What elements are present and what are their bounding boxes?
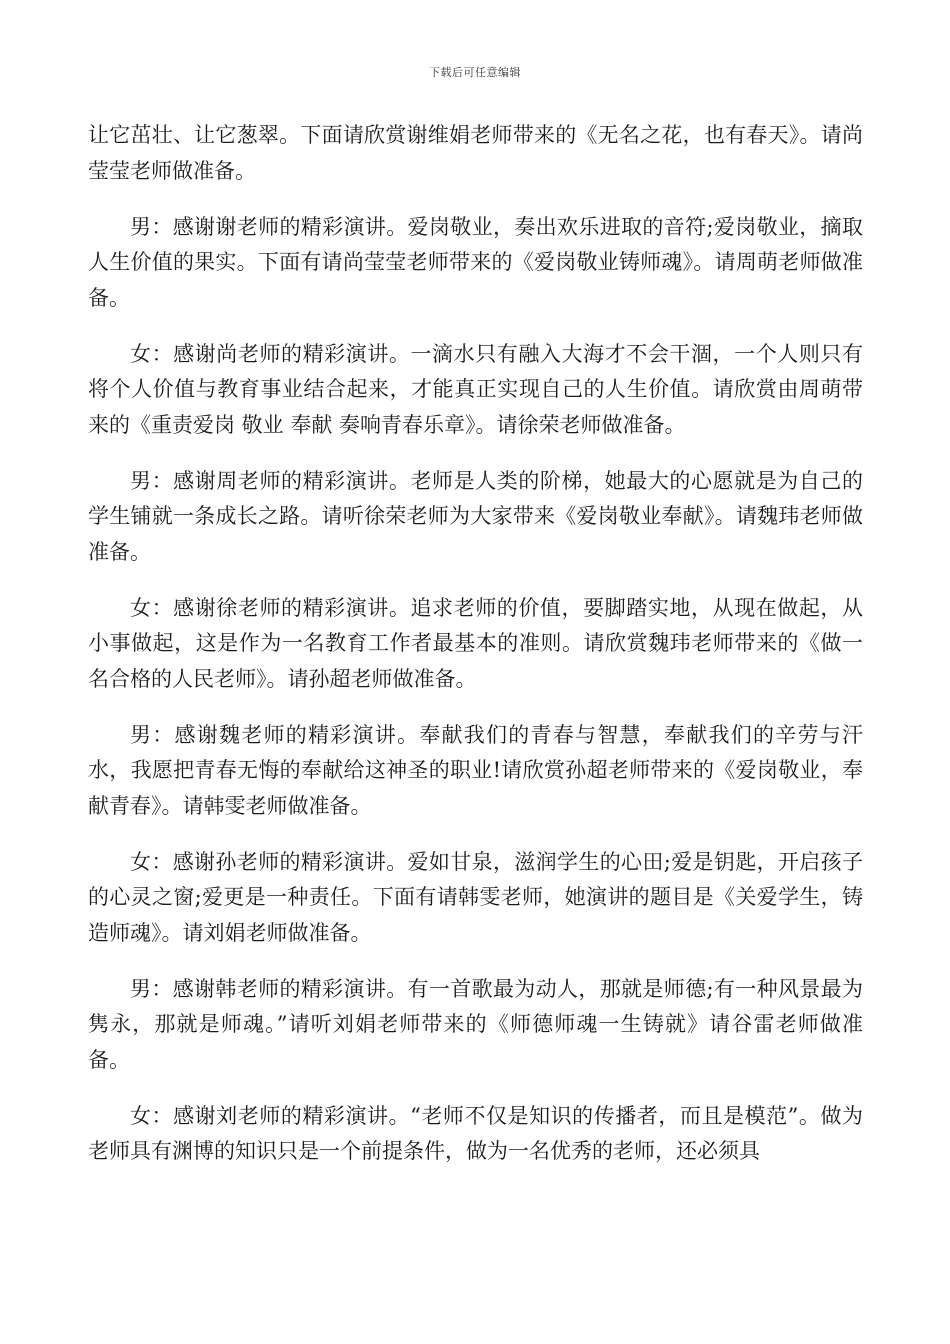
paragraph: 女：感谢徐老师的精彩演讲。追求老师的价值，要脚踏实地，从现在做起，从小事做起，这是作为一名教育工作者最基本的准则。请欣赏魏玮老师带来的《做一名合格的人民老师》。请孙超老师做准备。	[88, 595, 863, 691]
paragraph: 男：感谢周老师的精彩演讲。老师是人类的阶梯，她最大的心愿就是为自己的学生铺就一条成长之路。请听徐荣老师为大家带来《爱岗敬业奉献》。请魏玮老师做准备。	[88, 468, 863, 564]
paragraph: 男：感谢魏老师的精彩演讲。奉献我们的青春与智慧，奉献我们的辛劳与汗水，我愿把青春无悔的奉献给这神圣的职业!请欣赏孙超老师带来的《爱岗敬业，奉献青春》。请韩雯老师做准备。	[88, 722, 863, 818]
document-body	[88, 118, 863, 1170]
paragraph: 女：感谢尚老师的精彩演讲。一滴水只有融入大海才不会干涸，一个人则只有将个人价值与教育事业结合起来，才能真正实现自己的人生价值。请欣赏由周萌带来的《重责爱岗 敬业 奉献 奏响青春乐章》。请徐荣老师做准备。	[88, 341, 863, 437]
paragraph: 男：感谢谢老师的精彩演讲。爱岗敬业，奏出欢乐进取的音符;爱岗敬业，摘取人生价值的果实。下面有请尚莹莹老师带来的《爱岗敬业铸师魂》。请周萌老师做准备。	[88, 214, 863, 310]
paragraph: 女：感谢刘老师的精彩演讲。“老师不仅是知识的传播者，而且是模范”。做为老师具有渊博的知识只是一个前提条件，做为一名优秀的老师，还必须具	[88, 1103, 863, 1163]
page-header: 下载后可任意编辑	[429, 66, 521, 79]
paragraph: 男：感谢韩老师的精彩演讲。有一首歌最为动人，那就是师德;有一种风景最为隽永，那就是师魂。”请听刘娟老师带来的《师德师魂一生铸就》请谷雷老师做准备。	[88, 976, 863, 1072]
paragraph: 让它茁壮、让它葱翠。下面请欣赏谢维娟老师带来的《无名之花，也有春天》。请尚莹莹老师做准备。	[88, 123, 863, 183]
paragraph: 女：感谢孙老师的精彩演讲。爱如甘泉，滋润学生的心田;爱是钥匙，开启孩子的心灵之窗;爱更是一种责任。下面有请韩雯老师，她演讲的题目是《关爱学生，铸造师魂》。请刘娟老师做准备。	[88, 849, 863, 945]
